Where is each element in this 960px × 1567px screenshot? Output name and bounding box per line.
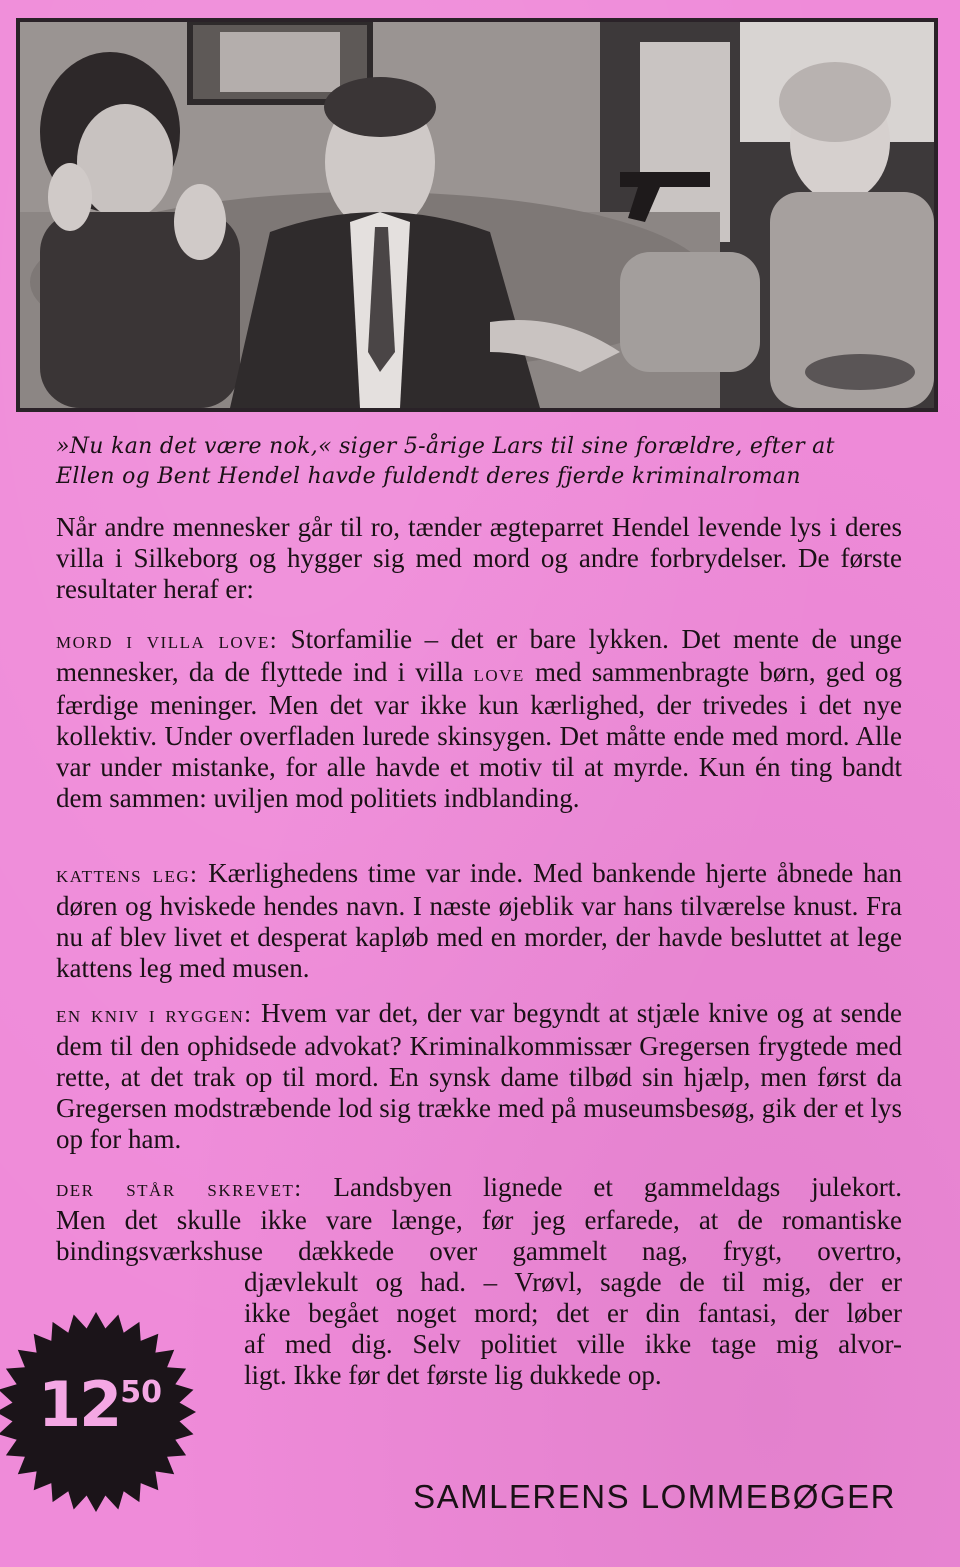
entry-text-line-7: ligt. Ikke før det første lig dukkede op. bbox=[244, 1360, 662, 1390]
intro-paragraph: Når andre mennesker går til ro, tænder ægteparret Hendel levende lys i deres villa i Silkeborg og hygger sig med mord og andre forbrydelser. De første resultater heraf er: bbox=[56, 512, 902, 604]
entry-text-continued: med sammenbragte børn, ged og færdige meninger. Men det var ikke kun kærlighed, der trivedes i det nye kollektiv. Under overfladen lurede skinsygen. Det måtte ende med mord. Alle var under mistanke, for alle havde et motiv til at myrde. Kun én ting bandt dem sammen: uviljen mod politiets indblanding. bbox=[56, 657, 902, 813]
entry-text-villa-name: love bbox=[473, 661, 525, 687]
entry-title: der står skrevet: bbox=[56, 1176, 303, 1202]
price-label bbox=[10, 1368, 190, 1441]
price-main: 12 bbox=[37, 1368, 121, 1441]
entry-text-line-2: Men det skulle ikke vare længe, før jeg erfarede, at de romantiske bbox=[56, 1205, 902, 1235]
entry-text-line-5: ikke begået noget mord; det er din fantasi, der løber bbox=[244, 1298, 902, 1328]
entry-text-line bbox=[56, 1172, 902, 1205]
entry-title: kattens leg: bbox=[56, 862, 199, 888]
book-entry-kattens-leg bbox=[56, 858, 902, 984]
entry-text-line-1: Landsbyen lignede et gammeldags julekort. bbox=[333, 1172, 903, 1202]
entry-text-line-3: bindingsværkshuse dækkede over gammelt nag, frygt, overtro, bbox=[56, 1236, 902, 1266]
entry-title: en kniv i ryggen: bbox=[56, 1002, 253, 1028]
photo-caption bbox=[56, 432, 902, 492]
entry-text: Hvem var det, der var begyndt at stjæle knive og at sende dem til den ophidsede advokat? Kriminalkommissær Gregersen frygtede med rette, at det trak op til mord. En synsk dame tilbød sin hjælp, men først da Gregersen modstræbende lod sig trække med på museumsbesøg, gik der et lys op for ham. bbox=[56, 998, 903, 1154]
book-entry-mord-i-villa-love bbox=[56, 624, 902, 814]
family-photo bbox=[16, 18, 938, 412]
series-name: SAMLERENS LOMMEBØGER bbox=[413, 1478, 896, 1515]
price-cents: 50 bbox=[120, 1375, 163, 1410]
entry-text: Kærlighedens time var inde. Med bankende hjerte åbnede han døren og hviskede hendes navn. I næste øjeblik var hans tilværelse knust. Fra nu af blev livet et desperat kapløb med en morder, der havde besluttet at lege kattens leg med musen. bbox=[56, 858, 902, 983]
family-photo-image bbox=[20, 22, 934, 408]
caption-line-1: »Nu kan det være nok,« siger 5-årige Lars til sine forældre, efter at bbox=[56, 434, 835, 459]
entry-title: mord i villa love: bbox=[56, 628, 279, 654]
entry-text: Storfamilie – det er bare lykken. Det mente de unge mennesker, da de flyttede ind i villa bbox=[56, 624, 902, 687]
book-entry-en-kniv-i-ryggen bbox=[56, 998, 902, 1155]
entry-text-line-4: djævlekult og had. – Vrøvl, sagde de til mig, der er bbox=[244, 1267, 902, 1297]
entry-text-line-6: af med dig. Selv politiet ville ikke tage mig alvor- bbox=[244, 1329, 902, 1359]
caption-line-2: Ellen og Bent Hendel havde fuldendt deres fjerde kriminalroman bbox=[56, 464, 801, 489]
